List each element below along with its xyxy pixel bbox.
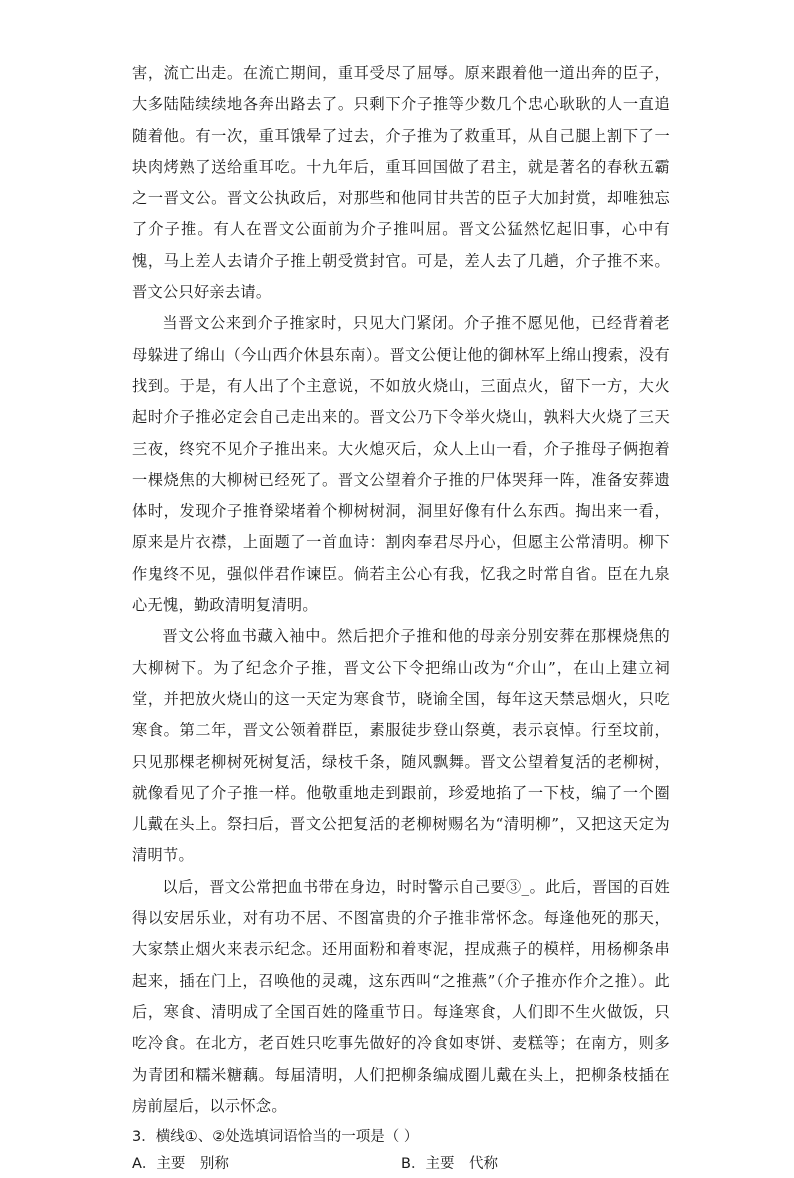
option-a[interactable]: A．主要 别称 [132, 1156, 229, 1173]
passage-paragraph-3: 晋文公将血书藏入袖中。然后把介子推和他的母亲分别安葬在那棵烧焦的大柳树下。为了纪念介子推，晋文公下令把绵山改为“介山”，在山上建立祠堂，并把放火烧山的这一天定为寒食节，晓谕全国，每年这天禁忌烟火，只吃寒食。第二年，晋文公领着群臣，素服徒步登山祭奠，表示哀悼。行至坟前，只见那棵老柳树死树复活，绿枝千条，随风飘舞。晋文公望着复活的老柳树，就像看见了介子推一样。他敬重地走到跟前，珍爱地掐了一下枝，编了一个圈儿戴在头上。祭扫后，晋文公把复活的老柳树赐名为“清明柳”，又把这天定为清明节。 [132, 627, 670, 865]
passage-paragraph-2: 当晋文公来到介子推家时，只见大门紧闭。介子推不愿见他，已经背着老母躲进了绵山（今山西介休县东南）。晋文公便让他的御林军上绵山搜索，没有找到。于是，有人出了个主意说，不如放火烧山，三面点火，留下一方，大火起时介子推必定会自己走出来的。晋文公乃下令举火烧山，孰料大火烧了三天三夜，终究不见介子推出来。大火熄灭后，众人上山一看，介子推母子俩抱着一棵烧焦的大柳树已经死了。晋文公望着介子推的尸体哭拜一阵，准备安葬遗体时，发现介子推脊梁堵着个柳树树洞，洞里好像有什么东西。掏出来一看，原来是片衣襟，上面题了一首血诗：割肉奉君尽丹心，但愿主公常清明。柳下作鬼终不见，强似伴君作谏臣。倘若主公心有我，忆我之时常自省。臣在九泉心无愧，勤政清明复清明。 [132, 314, 670, 615]
answer-options [132, 1150, 670, 1178]
option-b[interactable]: B．主要 代称 [401, 1156, 498, 1173]
question-stem: 3．横线①、②处选填词语恰当的一项是（ ） [132, 1129, 419, 1146]
passage-paragraph-4: 以后，晋文公常把血书带在身边，时时警示自己要③_。此后，晋国的百姓得以安居乐业，对有功不居、不图富贵的介子推非常怀念。每逢他死的那天，大家禁止烟火来表示纪念。还用面粉和着枣泥，捏成燕子的模样，用杨柳条串起来，插在门上，召唤他的灵魂，这东西叫“之推燕”（介子推亦作介之推）。此后，寒食、清明成了全国百姓的隆重节日。每逢寒食，人们即不生火做饭，只吃冷食。在北方，老百姓只吃事先做好的冷食如枣饼、麦糕等；在南方，则多为青团和糯米糖藕。每届清明，人们把柳条编成圈儿戴在头上，把柳条枝插在房前屋后，以示怀念。 [132, 877, 670, 1115]
document-page [132, 58, 670, 1178]
passage-paragraph-1: 害，流亡出走。在流亡期间，重耳受尽了屈辱。原来跟着他一道出奔的臣子，大多陆陆续续地各奔出路去了。只剩下介子推等少数几个忠心耿耿的人一直追随着他。有一次，重耳饿晕了过去，介子推为了救重耳，从自己腿上割下了一块肉烤熟了送给重耳吃。十九年后，重耳回国做了君主，就是著名的春秋五霸之一晋文公。晋文公执政后，对那些和他同甘共苦的臣子大加封赏，却唯独忘了介子推。有人在晋文公面前为介子推叫屈。晋文公猛然忆起旧事，心中有愧，马上差人去请介子推上朝受赏封官。可是，差人去了几趟，介子推不来。晋文公只好亲去请。 [132, 64, 670, 302]
